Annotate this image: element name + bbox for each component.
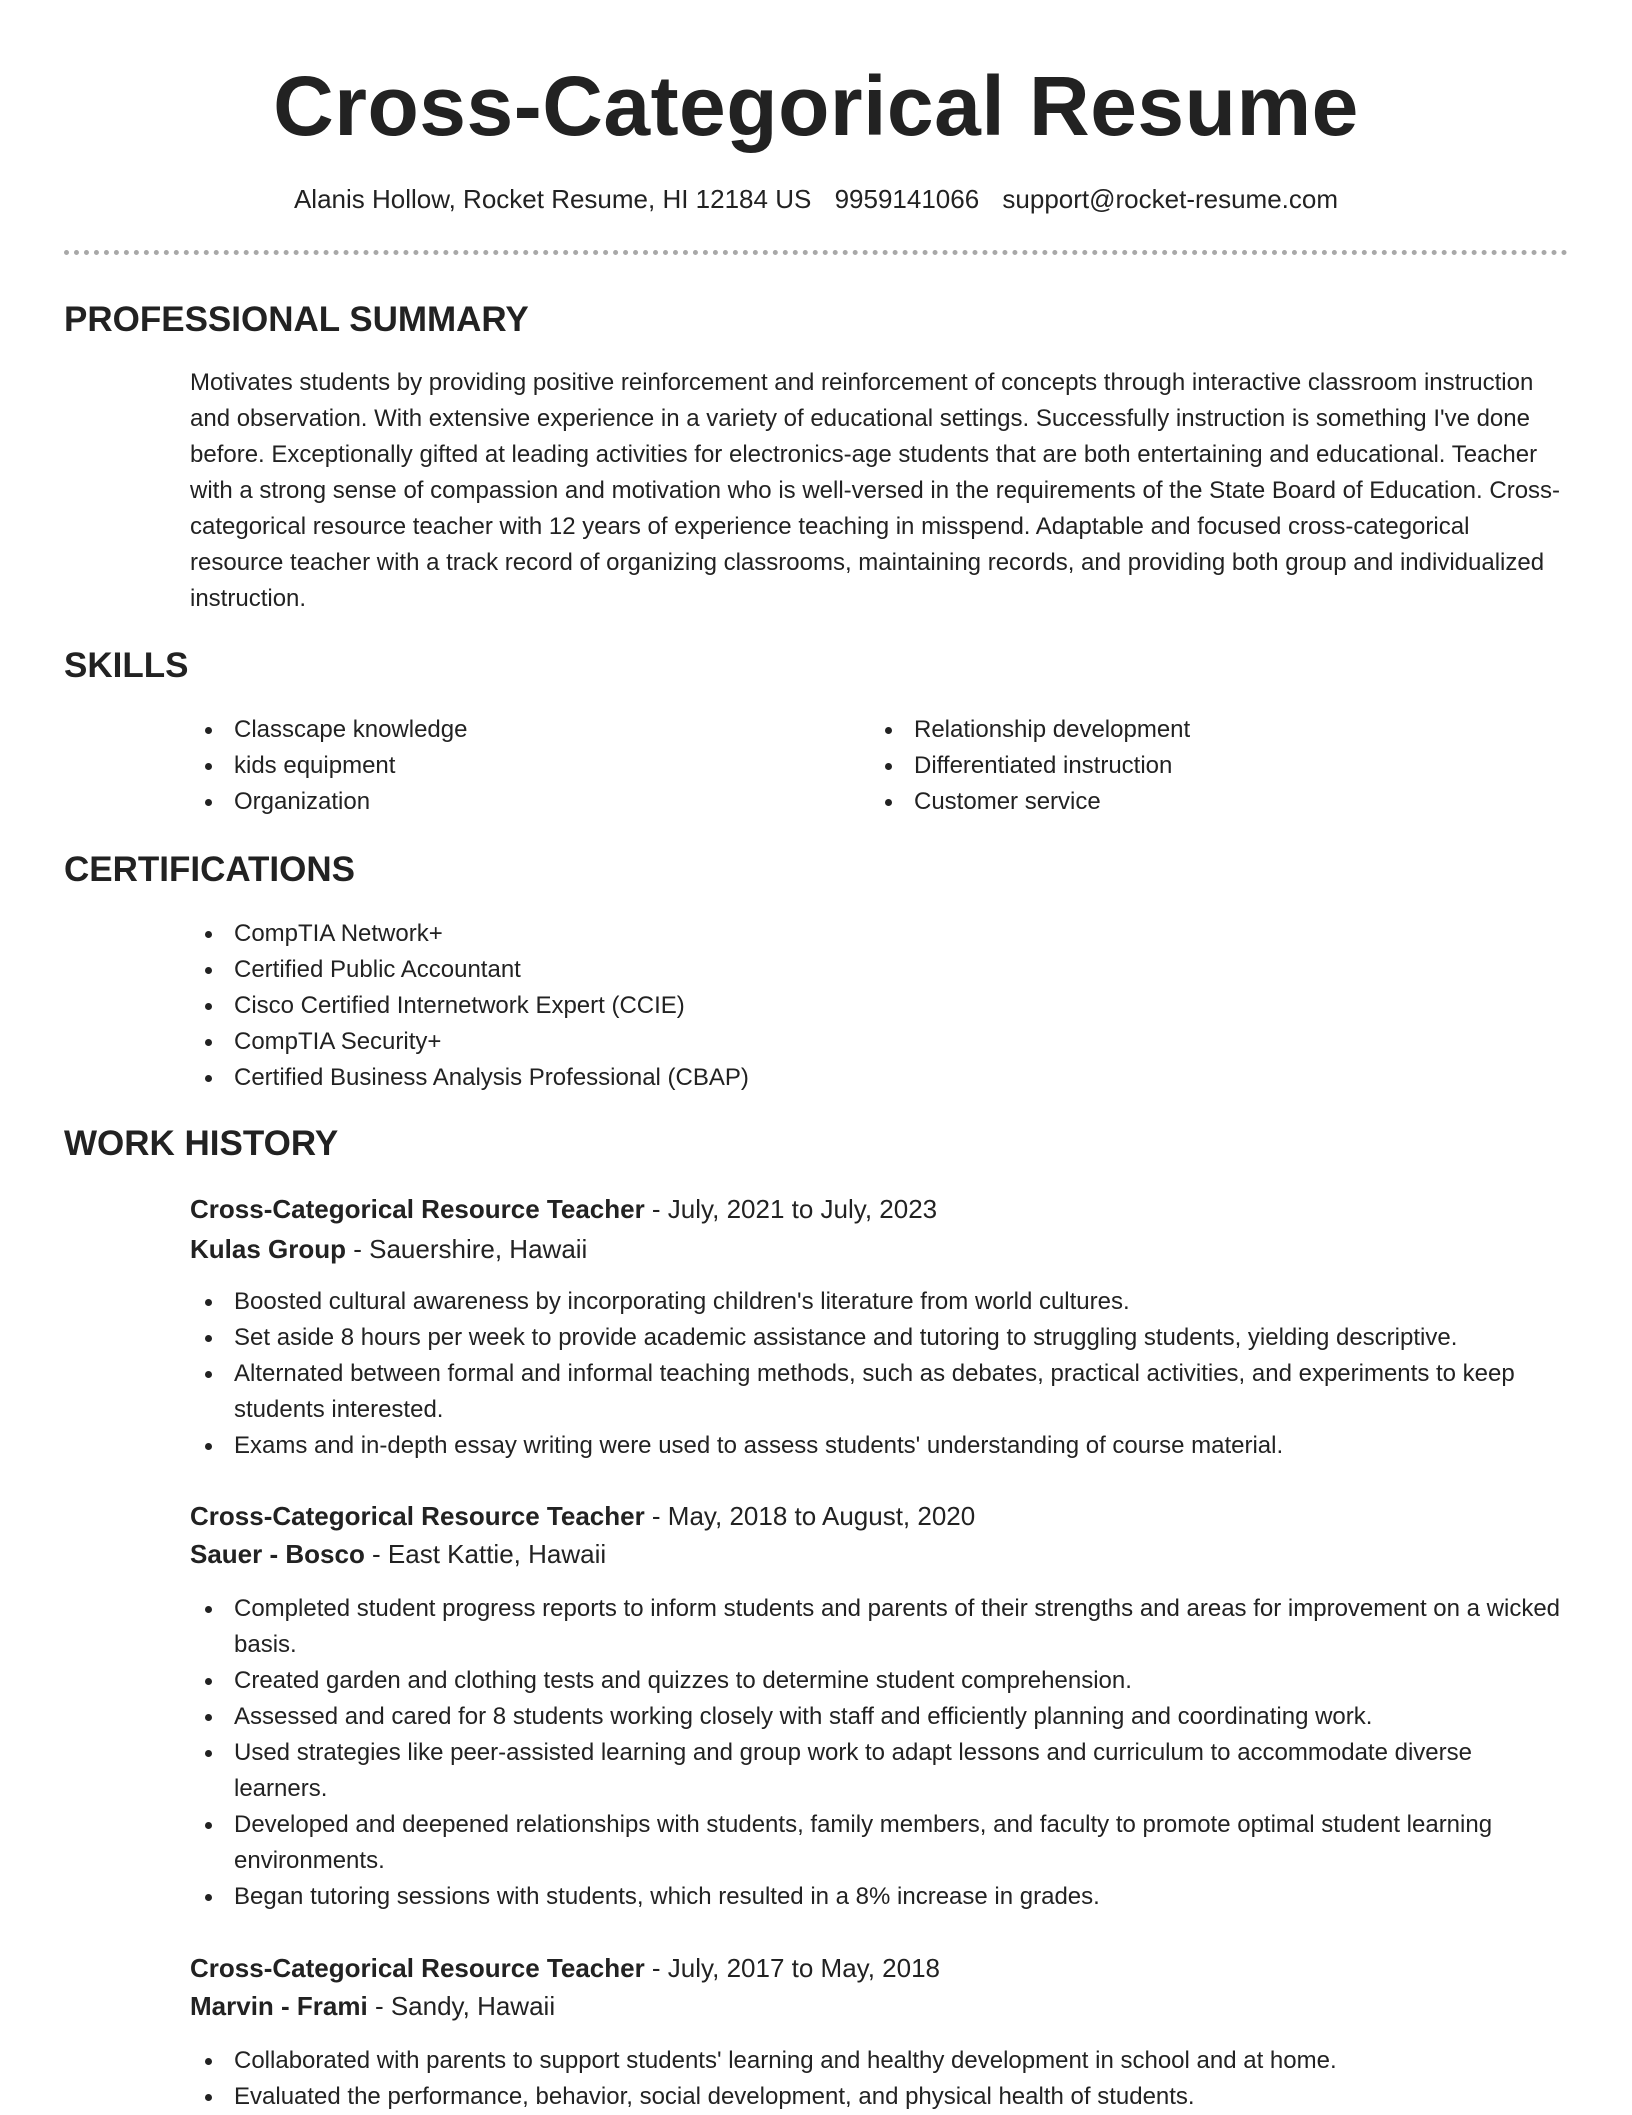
skills-list-right (870, 712, 1510, 820)
job-bullet: Used strategies like peer-assisted learning and group work to adapt lessons and curriculum to accommodate diverse learners. (190, 1735, 1570, 1807)
job-title-line (190, 1497, 975, 1535)
job-bullet: Collaborated with parents to support students' learning and healthy development in school and at home. (190, 2043, 1570, 2079)
job-title: Cross-Categorical Resource Teacher (190, 1501, 645, 1531)
job-title-line (190, 1949, 940, 1987)
certification-item: Certified Public Accountant (190, 952, 1565, 988)
job-dates: - July, 2017 to May, 2018 (644, 1953, 941, 1983)
section-heading-summary: PROFESSIONAL SUMMARY (64, 300, 529, 339)
job-title-line (190, 1190, 937, 1228)
job-bullets (190, 1284, 1570, 1464)
certification-item: CompTIA Security+ (190, 1024, 1565, 1060)
skill-item: Organization (190, 784, 830, 820)
job-bullet: Set aside 8 hours per week to provide academic assistance and tutoring to struggling students, yielding descriptive. (190, 1320, 1570, 1356)
skill-item: kids equipment (190, 748, 830, 784)
certification-item: CompTIA Network+ (190, 916, 1565, 952)
job-bullet: Alternated between formal and informal teaching methods, such as debates, practical activities, and experiments to keep students interested. (190, 1356, 1570, 1428)
job-bullet: Began tutoring sessions with students, which resulted in a 8% increase in grades. (190, 1879, 1570, 1915)
certifications-list (190, 916, 1565, 1096)
resume-title: Cross-Categorical Resume (273, 59, 1359, 153)
job-location: - Sauershire, Hawaii (346, 1234, 588, 1264)
certification-item: Certified Business Analysis Professional (CBAP) (190, 1060, 1565, 1096)
section-heading-work-history: WORK HISTORY (64, 1124, 339, 1163)
job-location: - Sandy, Hawaii (367, 1991, 556, 2021)
contact-phone: 9959141066 (834, 184, 980, 214)
skill-item: Relationship development (870, 712, 1510, 748)
job-title: Cross-Categorical Resource Teacher (190, 1194, 645, 1224)
skill-item: Differentiated instruction (870, 748, 1510, 784)
job-company-line (190, 1535, 606, 1573)
summary-text: Motivates students by providing positive reinforcement and reinforcement of concepts through interactive classroom instruction and observation. With extensive experience in a variety of educational settings. Successfully instruction is something I've done before. Exceptionally gifted at leading activities for electronics-age students that are both entertaining and educational. Teacher with a strong sense of compassion and motivation who is well-versed in the requirements of the State Board of Education. Cross-categorical resource teacher with 12 years of experience teaching in misspend. Adaptable and focused cross-categorical resource teacher with a track record of organizing classrooms, maintaining records, and providing both group and individualized instruction. (190, 369, 1561, 612)
job-company-line (190, 1987, 555, 2025)
job-bullet: Assessed and cared for 8 students working closely with staff and efficiently planning and coordinating work. (190, 1699, 1570, 1735)
job-company: Marvin - Frami (190, 1991, 368, 2021)
section-heading-certifications: CERTIFICATIONS (64, 850, 356, 889)
job-bullets (190, 1591, 1570, 1915)
skills-list-left (190, 712, 830, 820)
job-dates: - July, 2021 to July, 2023 (644, 1194, 938, 1224)
job-company-line (190, 1230, 587, 1268)
job-location: - East Kattie, Hawaii (364, 1539, 607, 1569)
job-bullet: Exams and in-depth essay writing were used to assess students' understanding of course material. (190, 1428, 1570, 1464)
job-bullet: Boosted cultural awareness by incorporating children's literature from world cultures. (190, 1284, 1570, 1320)
job-company: Kulas Group (190, 1234, 347, 1264)
job-bullet: Created garden and clothing tests and quizzes to determine student comprehension. (190, 1663, 1570, 1699)
header-divider (64, 250, 1568, 255)
job-dates: - May, 2018 to August, 2020 (644, 1501, 976, 1531)
job-bullet: Developed and deepened relationships with students, family members, and faculty to promote optimal student learning environments. (190, 1807, 1570, 1879)
job-title: Cross-Categorical Resource Teacher (190, 1953, 645, 1983)
contact-line (0, 182, 1632, 216)
job-bullet: Completed student progress reports to inform students and parents of their strengths and areas for improvement on a wicked basis. (190, 1591, 1570, 1663)
skill-item: Classcape knowledge (190, 712, 830, 748)
section-heading-skills: SKILLS (64, 646, 189, 685)
skill-item: Customer service (870, 784, 1510, 820)
contact-address: Alanis Hollow, Rocket Resume, HI 12184 US (293, 184, 812, 214)
certification-item: Cisco Certified Internetwork Expert (CCIE) (190, 988, 1565, 1024)
job-company: Sauer - Bosco (190, 1539, 365, 1569)
job-bullet: Evaluated the performance, behavior, social development, and physical health of students. (190, 2079, 1570, 2115)
contact-email: support@rocket-resume.com (1002, 184, 1339, 214)
job-bullets (190, 2043, 1570, 2115)
